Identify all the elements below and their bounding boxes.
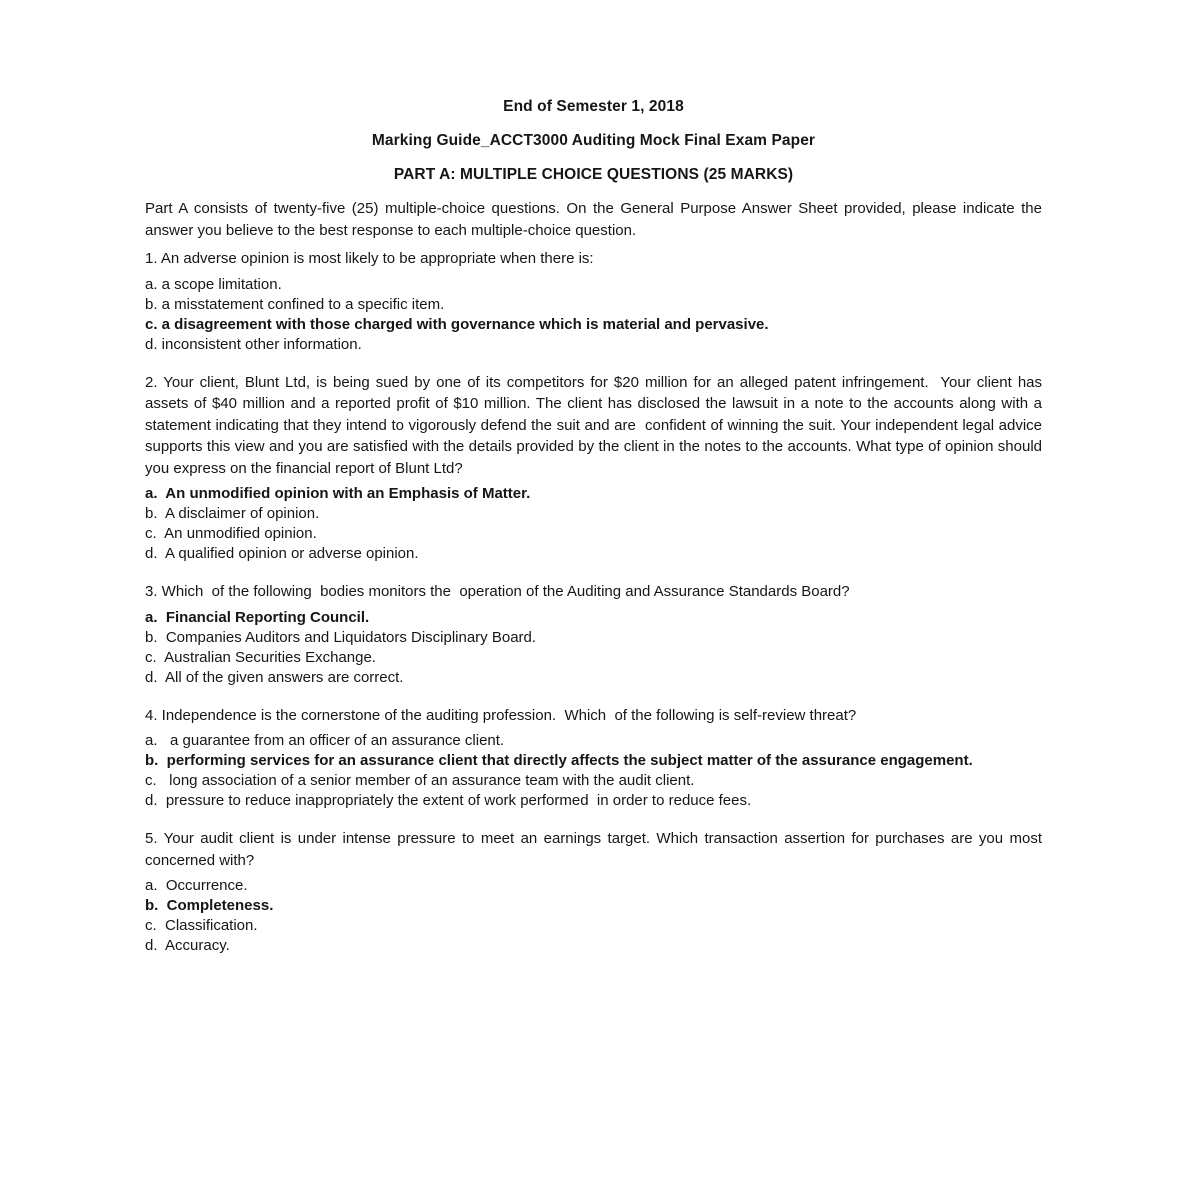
question-2-options — [145, 484, 1042, 564]
question-3-option-a-answer: a. Financial Reporting Council. — [145, 608, 370, 626]
question-4-option-c: c. long association of a senior member of an assurance team with the audit client. — [145, 772, 695, 789]
question-2-option-b: b. A disclaimer of opinion. — [145, 505, 320, 522]
part-a-heading: PART A: MULTIPLE CHOICE QUESTIONS (25 MARKS) — [393, 166, 794, 183]
question-4-stem: 4. Independence is the cornerstone of the auditing profession. Which of the following is self-review threat? — [145, 706, 857, 724]
question-5-option-c: c. Classification. — [145, 917, 258, 934]
question-5-options — [145, 876, 1042, 956]
question-5-option-d: d. Accuracy. — [145, 937, 230, 954]
question-5 — [145, 828, 1047, 956]
question-4-option-a: a. a guarantee from an officer of an assurance client. — [145, 732, 505, 749]
question-1-stem: 1. An adverse opinion is most likely to be appropriate when there is: — [145, 250, 594, 267]
question-5-stem: 5. Your audit client is under intense pressure to meet an earnings target. Which transaction assertion for purchases are you most concerned with? — [145, 830, 1047, 869]
question-2-option-d: d. A qualified opinion or adverse opinion. — [145, 545, 419, 562]
question-3-option-d: d. All of the given answers are correct. — [145, 668, 404, 686]
question-1-option-b: b. a misstatement confined to a specific item. — [145, 295, 445, 313]
question-4-option-b-answer: b. performing services for an assurance client that directly affects the subject matter of the assurance engagement. — [145, 752, 973, 769]
question-5-option-b-answer: b. Completeness. — [145, 897, 274, 914]
question-3-options — [145, 608, 1042, 688]
question-3-stem: 3. Which of the following bodies monitors the operation of the Auditing and Assurance Standards Board? — [145, 583, 850, 600]
question-3-option-c: c. Australian Securities Exchange. — [145, 648, 376, 666]
question-3 — [145, 581, 1042, 688]
question-1-option-d: d. inconsistent other information. — [145, 335, 362, 353]
question-2-option-c: c. An unmodified opinion. — [145, 525, 317, 542]
question-2-option-a-answer: a. An unmodified opinion with an Emphasis of Matter. — [145, 485, 531, 502]
question-2-stem: 2. Your client, Blunt Ltd, is being sued by one of its competitors for $20 million for an alleged patent infringement. Your client has assets of $40 million and a reported profit of $10 million. The client has disclosed the lawsuit in a note to the accounts along with a statement indicating that they intend to vigorously defend the suit and are confident of winning the suit. Your independent legal advice supports this view and you are satisfied with the details provided by the client in the notes to the accounts. What type of opinion should you express on the financial report of Blunt Ltd? — [145, 373, 1047, 477]
question-2 — [145, 372, 1047, 565]
question-4 — [145, 705, 1042, 812]
question-1-option-c-answer: c. a disagreement with those charged with governance which is material and pervasive. — [145, 315, 769, 333]
intro-paragraph: Part A consists of twenty-five (25) multiple-choice questions. On the General Purpose Answer Sheet provided, please indicate the answer you believe to the best response to each multiple-choice question. — [145, 200, 1047, 239]
exam-subtitle: Marking Guide_ACCT3000 Auditing Mock Final Exam Paper — [371, 132, 816, 149]
question-4-options — [145, 731, 1042, 811]
exam-title: End of Semester 1, 2018 — [503, 98, 684, 115]
questions-list — [145, 248, 1047, 956]
question-1-option-a: a. a scope limitation. — [145, 275, 282, 293]
question-3-option-b: b. Companies Auditors and Liquidators Disciplinary Board. — [145, 628, 537, 646]
question-1-options — [145, 275, 1042, 355]
question-1 — [145, 248, 1042, 355]
question-5-option-a: a. Occurrence. — [145, 877, 248, 894]
question-4-option-d: d. pressure to reduce inappropriately the extent of work performed in order to reduce fees. — [145, 792, 752, 809]
